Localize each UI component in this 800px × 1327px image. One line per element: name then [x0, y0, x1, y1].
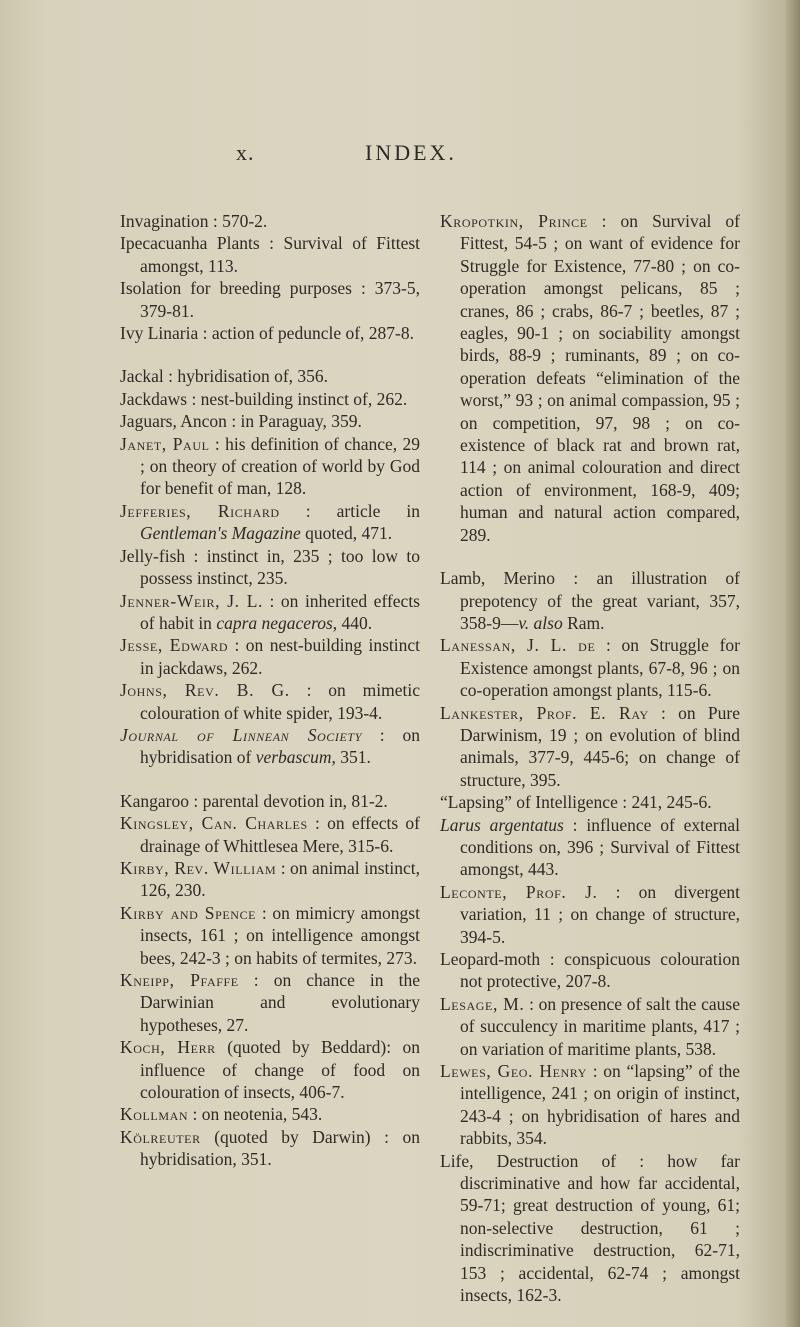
index-entry-text: : on nest-building instinct in jackdaws, 262. [140, 635, 420, 678]
index-entry-text: : instinct in, 235 ; too low to possess instinct, 235. [140, 545, 420, 589]
page-number: x. [236, 140, 255, 165]
index-entry-text: : hybridisation of, 356. [163, 366, 329, 387]
index-entry-text: : on presence of salt the cause of succulency in maritime plants, 417 ; on variation of maritime plants, 538. [460, 993, 740, 1059]
index-entry-text: : on Pure Darwinism, 19 ; on evolution of blind animals, 377-9, 445-6; on change of structure, 395. [460, 702, 740, 790]
index-entry-heading: Ivy Linaria [120, 323, 199, 344]
index-entry-heading: Kirby and Spence [120, 902, 257, 923]
index-entry-text: : 570-2. [208, 211, 268, 231]
index-entry [440, 702, 740, 792]
index-entry-italic: capra negaceros [216, 612, 333, 633]
index-entry-heading: Jesse, Edward [120, 635, 229, 656]
index-entry-text: : article in [279, 500, 420, 521]
index-entry [120, 902, 420, 969]
index-entry-heading: Lankester, Prof. E. Ray [440, 702, 649, 723]
index-entry-text: : influence of external conditions on, 396 ; Survival of Fittest amongst, 443. [460, 814, 740, 880]
index-entry [440, 881, 740, 948]
index-entry-text: : on mimetic colouration of white spider, 193-4. [140, 680, 420, 723]
index-entry [120, 857, 420, 902]
index-entry-text: : on divergent variation, 11 ; on change of structure, 394-5. [460, 881, 740, 947]
index-entry-text: of Intelligence : 241, 245-6. [511, 792, 712, 813]
index-entry-text: (quoted by Beddard): on influence of change of food on colouration of insects, 406-7. [140, 1037, 421, 1103]
page-title: INDEX. [365, 140, 457, 165]
index-entry [440, 634, 740, 701]
index-entry-text: : on inherited effects of habit in [140, 590, 420, 633]
index-entry-heading: Invagination [120, 211, 209, 231]
index-entry-heading: Lanessan, J. L. de [440, 635, 596, 656]
index-entry-heading: Jenner-Weir, J. L. [120, 590, 263, 611]
index-entry [120, 1103, 420, 1125]
index-entry [440, 791, 740, 813]
index-entry [120, 634, 420, 679]
index-entry-heading: Journal of Linnean Society [120, 724, 362, 745]
index-entry-tail: , 440. [332, 612, 373, 633]
index-entry-tail: , 351. [331, 747, 371, 768]
index-entry [120, 590, 420, 635]
index-entry-text: : in Paraguay, 359. [226, 411, 362, 432]
index-entry-heading: Kirby, Rev. William [120, 857, 277, 878]
index-entry [120, 812, 420, 857]
index-entry-heading: Jackdaws [120, 388, 188, 409]
index-entry [120, 545, 420, 590]
index-entry [120, 1036, 420, 1103]
index-entry [120, 969, 420, 1036]
index-entry-text: : nest-building instinct of, 262. [187, 388, 408, 409]
index-entry-text: : an illustration of prepotency of the great variant, 357, 358-9— [460, 568, 740, 633]
index-entry-heading: Isolation [120, 278, 182, 299]
index-entry [120, 1126, 420, 1171]
index-entry-heading: Kneipp, Pfaffe [120, 970, 239, 990]
index-entry-text: : how far discriminative and how far accidental, 59-71; great destruction of young, 61; non-selective destruction, 61 ; indiscriminative destruction, 62-71, 153 ; accidental, 62-74 ; amongst insects, 162-3. [460, 1150, 740, 1306]
index-entry-text: (quoted by Darwin) : on hybridisation, 351. [140, 1126, 420, 1170]
index-entry-heading: Jackal [120, 366, 164, 387]
index-entry [120, 232, 420, 277]
index-entry-text: : parental devotion in, 81-2. [189, 790, 388, 811]
index-entry-heading: Lewes, Geo. Henry [440, 1061, 588, 1082]
index-entry [120, 322, 420, 344]
index-entry [120, 500, 420, 545]
index-entry-heading: Kölreuter [120, 1126, 201, 1147]
index-entry-text: : on “lapsing” of the intelligence, 241 ; on origin of instinct, 243-4 ; on hybridisation of hares and rabbits, 354. [460, 1061, 741, 1149]
index-entry-heading: Koch, Herr [120, 1037, 216, 1058]
index-entry-heading: Jefferies, Richard [120, 500, 280, 521]
index-entry [120, 790, 420, 812]
index-entry-heading: Lesage, M. [440, 993, 525, 1014]
index-entry-heading: Jelly-fish [120, 545, 186, 566]
index-entry-text: : on animal instinct, 126, 230. [140, 857, 420, 901]
index-entry-heading: “Lapsing” [440, 792, 512, 813]
index-entry [120, 388, 420, 410]
index-entry-heading: Larus argentatus [440, 814, 564, 835]
index-entry-text: : conspicuous colouration not protective, 207-8. [460, 949, 740, 992]
index-entry-text: : on neotenia, 543. [188, 1104, 323, 1125]
index-entry-heading: Kingsley, Can. Charles [120, 813, 308, 834]
index-entry-heading: Kangaroo [120, 790, 190, 811]
index-entry [440, 814, 740, 881]
index-entry [120, 210, 420, 232]
index-entry-italic: Gentleman's Magazine [140, 523, 301, 544]
index-entry-tail: quoted, 471. [300, 523, 393, 544]
page-header [0, 140, 760, 170]
index-entry [120, 433, 420, 500]
index-entry [120, 724, 420, 769]
index-entry-heading: Kropotkin, Prince [440, 211, 588, 231]
index-entry [440, 1060, 740, 1150]
index-entry [120, 410, 420, 432]
index-entry [120, 277, 420, 322]
index-entry [120, 365, 420, 387]
index-entry [440, 567, 740, 634]
index-entry-heading: Ipecacuanha Plants [120, 233, 260, 254]
index-entry-text: : his definition of chance, 29 ; on theory of creation of world by God for benefit of man, 128. [140, 433, 420, 499]
index-entry [120, 679, 420, 724]
right-index-column [440, 210, 740, 1307]
index-entry-italic: v. also [518, 612, 563, 633]
index-entry-heading: Johns, Rev. B. G. [120, 680, 290, 701]
index-entry-text: : on Struggle for Existence amongst plants, 67-8, 96 ; on co-operation amongst plants, 115-6. [460, 635, 740, 701]
index-entry-heading: Leconte, Prof. J. [440, 881, 598, 902]
index-entry-text: : on Survival of Fittest, 54-5 ; on want of evidence for Struggle for Existence, 77-80 ; on co-operation amongst pelicans, 85 ; cranes, 86 ; crabs, 86-7 ; beetles, 87 ; eagles, 90-1 ; on sociability amongst birds, 88-9 ; ruminants, 89 ; on co-operation defeats “elimination of the worst,” 93 ; on animal compassion, 95 ; on competition, 97, 98 ; on co-existence of black rat and brown rat, 114 ; on animal colouration and direct action of environment, 168-9, 409; human and natural action compared, 289. [460, 211, 740, 545]
index-entry-text: for breeding purposes : 373-5, 379-81. [140, 278, 420, 321]
index-entry-text: : on mimicry amongst insects, 161 ; on intelligence amongst bees, 242-3 ; on habits of termites, 273. [140, 902, 420, 968]
index-entry-heading: Leopard-moth [440, 949, 541, 969]
index-entry-heading: Kollman [120, 1104, 189, 1125]
index-entry-tail: Ram. [562, 612, 605, 633]
index-entry-text: : on hybridisation of [140, 724, 420, 768]
left-index-column [120, 210, 420, 1171]
index-entry-text: : on effects of drainage of Whittlesea Mere, 315-6. [140, 813, 420, 856]
index-entry-text: : action of peduncle of, 287-8. [198, 323, 415, 344]
index-entry-text: : Survival of Fittest amongst, 113. [140, 233, 421, 276]
index-entry-heading: Life, Destruction of [440, 1150, 617, 1171]
index-entry-heading: Janet, Paul [120, 433, 210, 454]
index-entry-italic: verbascum [255, 747, 332, 768]
index-entry-heading: Jaguars, Ancon [120, 411, 227, 432]
index-entry [440, 948, 740, 993]
index-entry [440, 993, 740, 1060]
index-entry-text: : on chance in the Darwinian and evolutionary hypotheses, 27. [140, 970, 420, 1035]
page-edge-shadow [786, 0, 800, 1327]
index-entry [440, 1150, 740, 1307]
index-entry [440, 210, 740, 546]
index-entry-heading: Lamb, Merino [440, 568, 556, 589]
